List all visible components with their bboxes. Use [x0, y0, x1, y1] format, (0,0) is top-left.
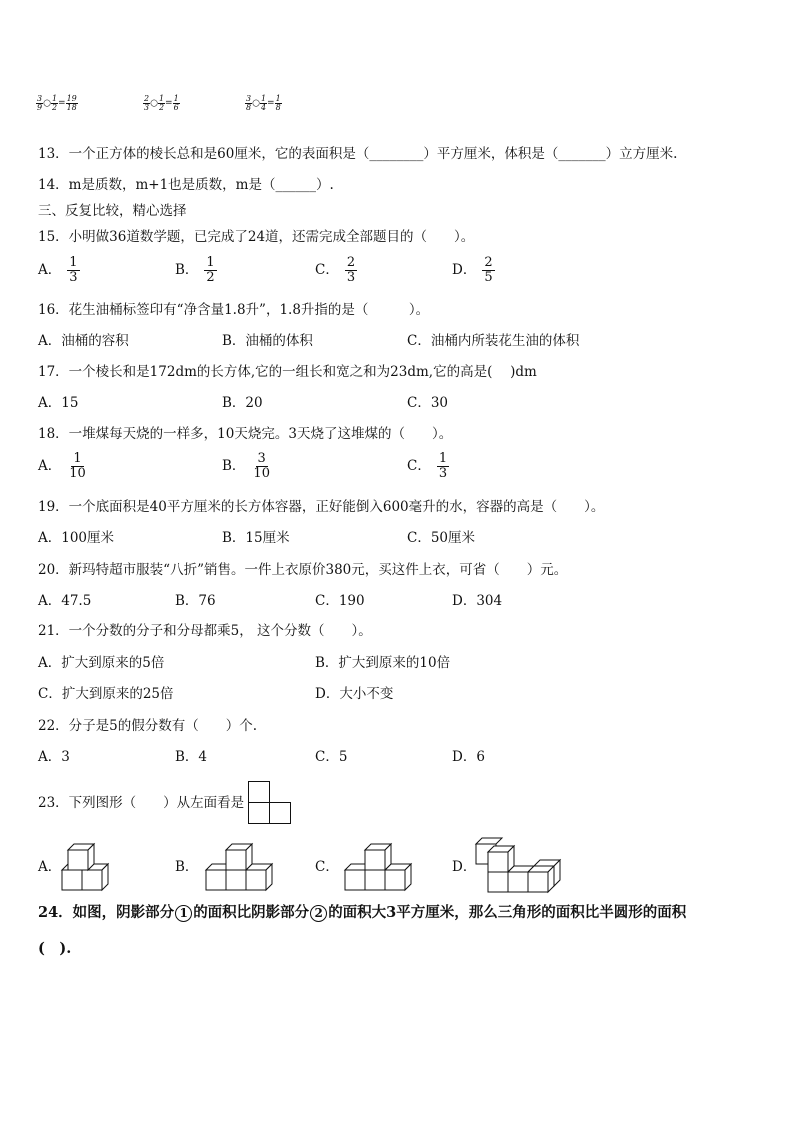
q22-option-a[interactable]: A．3 — [38, 749, 70, 765]
q23-option-b-figure[interactable] — [204, 842, 278, 894]
q19-option-b[interactable]: B．15厘米 — [222, 530, 290, 546]
q15-option-c[interactable]: C． $\frac{2}{3}$ — [315, 255, 356, 285]
question-16: 16．花生油桶标签印有“净含量1.8升”，1.8升指的是（ ）。 — [38, 302, 430, 318]
compare-item-1: $\frac{3}{9}$ ○ $\frac{1}{2}$ = $\frac{19}{18}$ — [37, 94, 77, 112]
shaded-part-1-marker: 1 — [175, 905, 192, 922]
question-15: 15．小明做36道数学题，已完成了24道，还需完成全部题目的（ ）。 — [38, 229, 475, 245]
q18-option-a[interactable]: A． $\frac{1}{10}$ — [38, 451, 86, 481]
q17-option-a[interactable]: A．15 — [38, 395, 79, 411]
question-20: 20．新玛特超市服装“八折”销售。一件上衣原价380元，买这件上衣，可省（ ）元。 — [38, 562, 568, 578]
q22-option-b[interactable]: B．4 — [175, 749, 208, 765]
section-heading-3: 三、反复比较，精心选择 — [38, 203, 187, 219]
q23-option-a-label[interactable]: A． — [38, 859, 62, 875]
question-13: 13．一个正方体的棱长总和是60厘米，它的表面积是（________）平方厘米，体积是（_______）立方厘米. — [38, 146, 678, 162]
question-17: 17．一个棱长和是172dm的长方体,它的一组长和宽之和为23dm,它的高是( )dm — [38, 364, 537, 380]
q20-option-c[interactable]: C．190 — [315, 593, 365, 609]
q15-option-d[interactable]: D． $\frac{2}{5}$ — [452, 255, 493, 285]
q23-option-a-figure[interactable] — [60, 838, 120, 894]
q23-option-c-label[interactable]: C． — [315, 859, 339, 875]
question-23: 23．下列图形（ ）从左面看是 — [38, 795, 245, 811]
q23-option-d-label[interactable]: D． — [452, 859, 477, 875]
q21-option-d[interactable]: D．大小不变 — [315, 686, 394, 702]
q22-option-d[interactable]: D．6 — [452, 749, 485, 765]
q21-option-b[interactable]: B．扩大到原来的10倍 — [315, 655, 451, 671]
question-22: 22．分子是5的假分数有（ ）个. — [38, 718, 258, 734]
question-19: 19．一个底面积是40平方厘米的长方体容器，正好能倒入600毫升的水，容器的高是（ ）。 — [38, 499, 605, 515]
q22-option-c[interactable]: C．5 — [315, 749, 348, 765]
q21-option-a[interactable]: A．扩大到原来的5倍 — [38, 655, 165, 671]
q17-option-c[interactable]: C．30 — [407, 395, 449, 411]
shaded-part-2-marker: 2 — [310, 905, 327, 922]
left-view-figure — [248, 781, 292, 825]
question-18: 18．一堆煤每天烧的一样多，10天烧完。3天烧了这堆煤的（ ）。 — [38, 426, 453, 442]
q23-option-b-label[interactable]: B． — [175, 859, 199, 875]
q17-option-b[interactable]: B．20 — [222, 395, 263, 411]
q18-option-c[interactable]: C． $\frac{1}{3}$ — [407, 451, 448, 481]
q19-option-c[interactable]: C．50厘米 — [407, 530, 476, 546]
q20-option-b[interactable]: B．76 — [175, 593, 216, 609]
q16-option-c[interactable]: C．油桶内所装花生油的体积 — [407, 333, 580, 349]
question-14: 14．m是质数，m+1也是质数，m是（______）. — [38, 177, 334, 193]
q15-option-a[interactable]: A． $\frac{1}{3}$ — [38, 255, 78, 285]
question-21: 21．一个分数的分子和分母都乘5， 这个分数（ ）。 — [38, 623, 372, 639]
compare-item-2: $\frac{2}{3}$ ○ $\frac{1}{2}$ = $\frac{1}{6}$ — [144, 94, 179, 112]
question-24: 24．如图，阴影部分 1 的面积比阴影部分 2 的面积大3平方厘米，那么三角形的面积比半圆形的面积 — [38, 904, 687, 921]
q20-option-d[interactable]: D．304 — [452, 593, 503, 609]
q15-option-b[interactable]: B． $\frac{1}{2}$ — [175, 255, 215, 285]
q20-option-a[interactable]: A．47.5 — [38, 593, 92, 609]
question-24-line2: ( ). — [38, 940, 72, 957]
q18-option-b[interactable]: B． $\frac{3}{10}$ — [222, 451, 270, 481]
q23-option-d-figure[interactable] — [474, 836, 570, 896]
q19-option-a[interactable]: A．100厘米 — [38, 530, 115, 546]
compare-item-3: $\frac{3}{8}$ ○ $\frac{1}{4}$ = $\frac{1}{8}$ — [246, 94, 281, 112]
q21-option-c[interactable]: C．扩大到原来的25倍 — [38, 686, 174, 702]
q23-option-c-figure[interactable] — [343, 842, 417, 894]
q16-option-b[interactable]: B．油桶的体积 — [222, 333, 313, 349]
q16-option-a[interactable]: A．油桶的容积 — [38, 333, 129, 349]
